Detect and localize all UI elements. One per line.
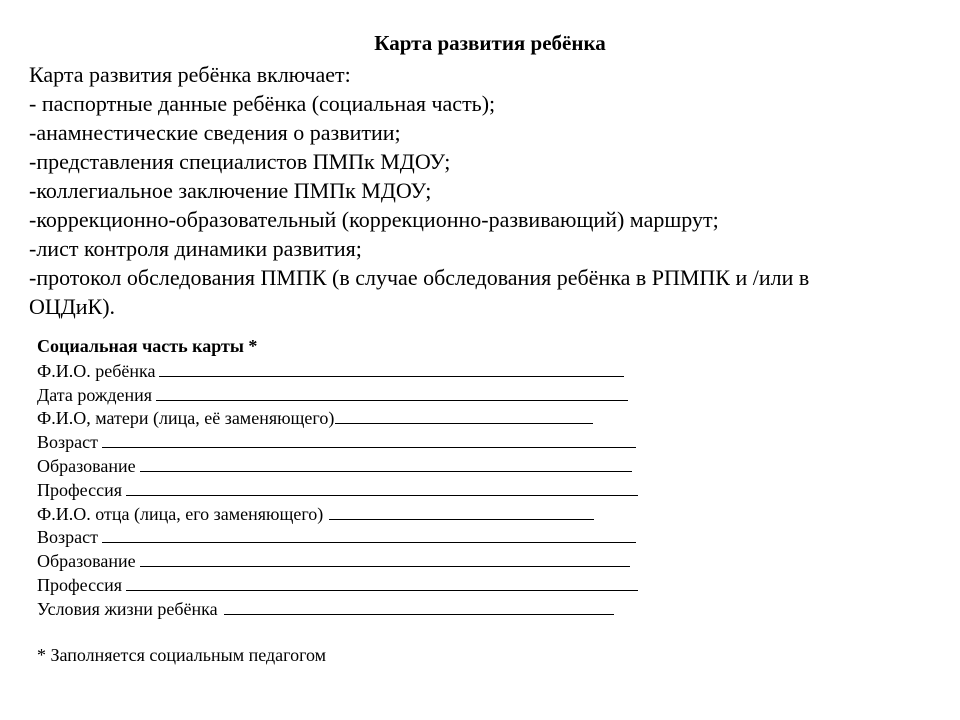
field-mother-education xyxy=(37,453,677,477)
field-label: Возраст xyxy=(37,432,98,453)
fill-line[interactable] xyxy=(329,519,594,520)
intro-item: -протокол обследования ПМПК (в случае обследования ребёнка в РПМПК и /или в xyxy=(29,265,810,290)
fill-line[interactable] xyxy=(126,590,638,591)
field-birth-date xyxy=(37,382,677,406)
fill-line[interactable] xyxy=(140,566,630,567)
field-father-age xyxy=(37,525,677,549)
intro-item: -лист контроля динамики развития; xyxy=(29,236,362,261)
intro-item: -представления специалистов ПМПк МДОУ; xyxy=(29,149,451,174)
field-label: Возраст xyxy=(37,527,98,548)
fill-line[interactable] xyxy=(102,542,636,543)
page-title: Карта развития ребёнка xyxy=(374,31,606,55)
fill-line[interactable] xyxy=(224,614,614,615)
fill-line[interactable] xyxy=(102,447,636,448)
field-label: Ф.И.О. отца (лица, его заменяющего) xyxy=(37,503,324,524)
field-label: Дата рождения xyxy=(37,384,153,405)
intro-heading: Карта развития ребёнка включает: xyxy=(29,62,351,87)
field-label: Образование xyxy=(37,455,136,476)
intro-item: -коррекционно-образовательный (коррекционно-развивающий) маршрут; xyxy=(29,207,719,232)
field-mother-profession xyxy=(37,477,677,501)
intro-list xyxy=(29,60,929,321)
fill-line[interactable] xyxy=(140,471,632,472)
field-label: Условия жизни ребёнка xyxy=(37,598,218,619)
form-heading: Социальная часть карты * xyxy=(37,336,258,356)
field-living-conditions xyxy=(37,596,677,620)
field-label: Ф.И.О, матери (лица, её заменяющего) xyxy=(37,408,335,429)
fill-line[interactable] xyxy=(159,376,624,377)
footnote: * Заполняется социальным педагогом xyxy=(37,645,327,665)
fill-line[interactable] xyxy=(335,423,593,424)
field-child-name xyxy=(37,358,677,382)
field-label: Профессия xyxy=(37,574,122,595)
fill-line[interactable] xyxy=(156,400,628,401)
field-mother-age xyxy=(37,429,677,453)
intro-item-continuation: ОЦДиК). xyxy=(29,294,116,319)
field-father-name xyxy=(37,501,677,525)
field-label: Ф.И.О. ребёнка xyxy=(37,360,156,381)
field-father-profession xyxy=(37,572,677,596)
field-mother-name xyxy=(37,406,677,430)
field-father-education xyxy=(37,548,677,572)
field-label: Образование xyxy=(37,551,136,572)
field-label: Профессия xyxy=(37,479,122,500)
intro-item: -коллегиальное заключение ПМПк МДОУ; xyxy=(29,178,432,203)
social-part-form xyxy=(37,334,677,620)
intro-item: - паспортные данные ребёнка (социальная часть); xyxy=(29,91,496,116)
fill-line[interactable] xyxy=(126,495,638,496)
intro-item: -анамнестические сведения о развитии; xyxy=(29,120,401,145)
